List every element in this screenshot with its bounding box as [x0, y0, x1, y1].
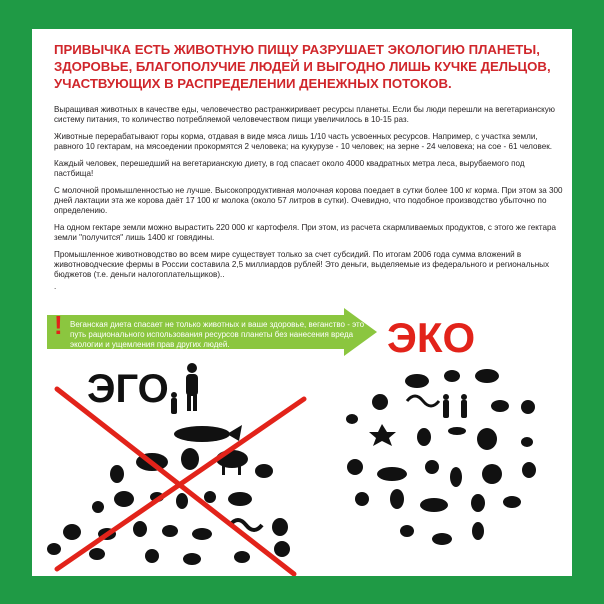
eko-silhouettes [346, 369, 536, 545]
paragraph-2: Животные перерабатывают горы корма, отдавая в виде мяса лишь 1/10 часть усвоенных ресурсов. Например, с участка земли, равного 10 гектарам, на мясоедении прокормятся 2 человека; на кукурузе - 10 человек; на зерне - 24 человека; на сое - 61 человек. [54, 132, 552, 151]
trailing-dot: . [54, 282, 57, 291]
ego-label: ЭГО [87, 367, 169, 411]
arrow-text: Веганская диета спасает не только животных и ваше здоровье, веганство - это путь рационального использования ресурсов планеты без нанесения вреда экологии и ущемления прав других людей. [70, 320, 365, 349]
red-cross [57, 389, 304, 574]
headline: ПРИВЫЧКА ЕСТЬ ЖИВОТНУЮ ПИЩУ РАЗРУШАЕТ ЭКОЛОГИЮ ПЛАНЕТЫ, ЗДОРОВЬЕ, БЛАГОПОЛУЧИЕ ЛЮДЕЙ И ВЫГОДНО ЛИШЬ КУЧКЕ ДЕЛЬЦОВ, УЧАСТВУЮЩИХ В РАСПРЕДЕЛЕНИИ ДЕНЕЖНЫХ ПОТОКОВ. [54, 42, 551, 91]
paragraph-3: Каждый человек, перешедший на вегетарианскую диету, в год спасает около 4000 квадратных метра леса, вырубаемого под пастбища! [54, 159, 525, 178]
paragraph-4: С молочной промышленностью не лучше. Высокопродуктивная молочная корова поедает в сутки более 100 кг корма. При этом за 300 дней лактации эта же корова даёт 17 100 кг молока (около 57 литров в сутки). Очевидно, что подобное производство убыточно по определению. [54, 186, 563, 215]
poster-panel [32, 29, 572, 576]
illustration [32, 29, 572, 576]
paragraph-1: Выращивая животных в качестве еды, человечество растранжиривает ресурсы планеты. Если бы люди перешли на вегетарианскую систему питания, то количество потребляемой человечеством пищи увеличилось в 10-15 раз. [54, 105, 555, 124]
paragraph-6: Промышленное животноводство во всем мире существует только за счет субсидий. По итогам 2006 года сумма вложений в животноводческие фермы в России составила 2,5 миллиардов рублей! Это деньги, выделяемые из федерального и региональных бюджетов (т.е. деньги налогоплательщиков).. [54, 250, 550, 279]
exclamation-mark: ! [54, 310, 63, 340]
paragraph-5: На одном гектаре земли можно вырастить 220 000 кг картофеля. При этом, из расчета скармливаемых продуктов, с этого же гектара земли "получится" лишь 1400 кг говядины. [54, 223, 557, 242]
eko-label: ЭКО [387, 314, 476, 361]
